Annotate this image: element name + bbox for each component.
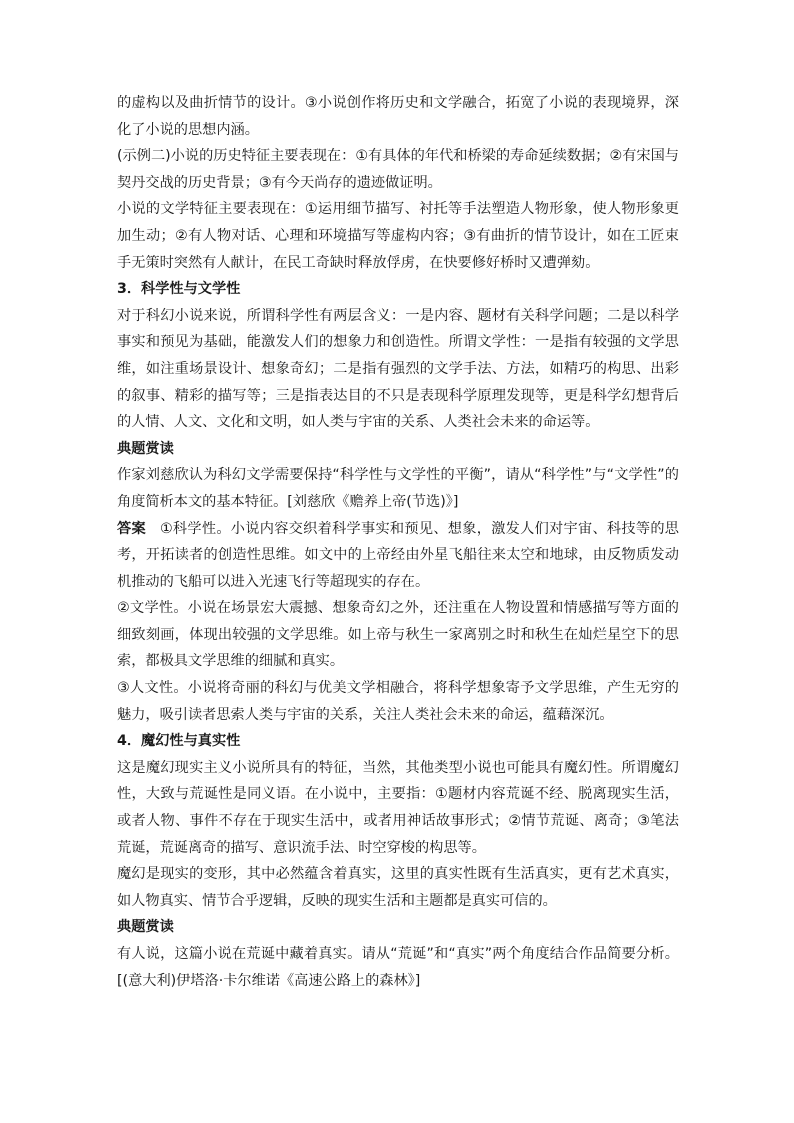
paragraph-science-literature: 对于科幻小说来说，所谓科学性有两层含义：一是内容、题材有关科学问题；二是以科学事实和预见为基础，能激发人们的想象力和创造性。所谓文学性：一是指有较强的文学思维，如注重场景设计、想象奇幻；二是指有强烈的文学手法、方法，如精巧的构思、出彩的叙事、精彩的描写等；三是指表达目的不只是表现科学原理发现等，更是科学幻想背后的人情、人文、文化和文明，如人类与宇宙的关系、人类社会未来的命运等。 (117, 307, 679, 431)
paragraph-answer-1 (117, 516, 679, 596)
paragraph-example-two-history: (示例二)小说的历史特征主要表现在：①有具体的年代和桥梁的寿命延续数据；②有宋国与契丹交战的历史背景；③有今天尚存的遗迹做证明。 (117, 148, 679, 191)
answer-label: 答案 (117, 520, 146, 537)
section-heading-4: 4．魔幻性与真实性 (117, 733, 241, 750)
paragraph-answer-3: ③人文性。小说将奇丽的科幻与优美文学相融合，将科学想象寄予文学思维，产生无穷的魅力，吸引读者思索人类与宇宙的关系，关注人类社会未来的命运，蕴藉深沉。 (117, 680, 679, 723)
section-heading-3: 3．科学性与文学性 (117, 281, 241, 298)
document-page (117, 90, 679, 994)
paragraph-magic-reality: 魔幻是现实的变形，其中必然蕴含着真实，这里的真实性既有生活真实，更有艺术真实，如人物真实、情节合乎逻辑，反映的现实生活和主题都是真实可信的。 (117, 866, 679, 909)
paragraph-answer-2: ②文学性。小说在场景宏大震撼、想象奇幻之外，还注重在人物设置和情感描写等方面的细致刻画，体现出较强的文学思维。如上帝与秋生一家离别之时和秋生在灿烂星空下的思索，都极具文学思维的细腻和真实。 (117, 600, 679, 670)
subheading-typical-question-2: 典题赏读 (117, 919, 174, 936)
paragraph-magic-definition: 这是魔幻现实主义小说所具有的特征，当然，其他类型小说也可能具有魔幻性。所谓魔幻性，大致与荒诞性是同义语。在小说中，主要指：①题材内容荒诞不经、脱离现实生活，或者人物、事件不存在于现实生活中，或者用神话故事形式；②情节荒诞、离奇；③笔法荒诞，荒诞离奇的描写、意识流手法、时空穿梭的构思等。 (117, 759, 679, 856)
paragraph-question-liucixin: 作家刘慈欣认为科幻文学需要保持“科学性与文学性的平衡”，请从“科学性”与“文学性”的角度简析本文的基本特征。[刘慈欣《赡养上帝(节选)》] (117, 467, 679, 510)
answer-text: ①科学性。小说内容交织着科学事实和预见、想象，激发人们对宇宙、科技等的思考，开拓读者的创造性思维。如文中的上帝经由外星飞船往来太空和地球，由反物质发动机推动的飞船可以进入光速飞行等超现实的存在。 (117, 520, 679, 590)
subheading-typical-question-1: 典题赏读 (117, 440, 174, 457)
paragraph-question-calvino: 有人说，这篇小说在荒诞中藏着真实。请从“荒诞”和“真实”两个角度结合作品简要分析。[(意大利)伊塔洛·卡尔维诺《高速公路上的森林》] (117, 946, 679, 989)
paragraph-example-two-literature: 小说的文学特征主要表现在：①运用细节描写、衬托等手法塑造人物形象，使人物形象更加生动；②有人物对话、心理和环境描写等虚构内容；③有曲折的情节设计，如在工匠束手无策时突然有人献计，在民工奇缺时释放俘虏，在快要修好桥时又遭弹劾。 (117, 201, 679, 271)
paragraph-history-fiction-end: 的虚构以及曲折情节的设计。③小说创作将历史和文学融合，拓宽了小说的表现境界，深化了小说的思想内涵。 (117, 95, 679, 138)
